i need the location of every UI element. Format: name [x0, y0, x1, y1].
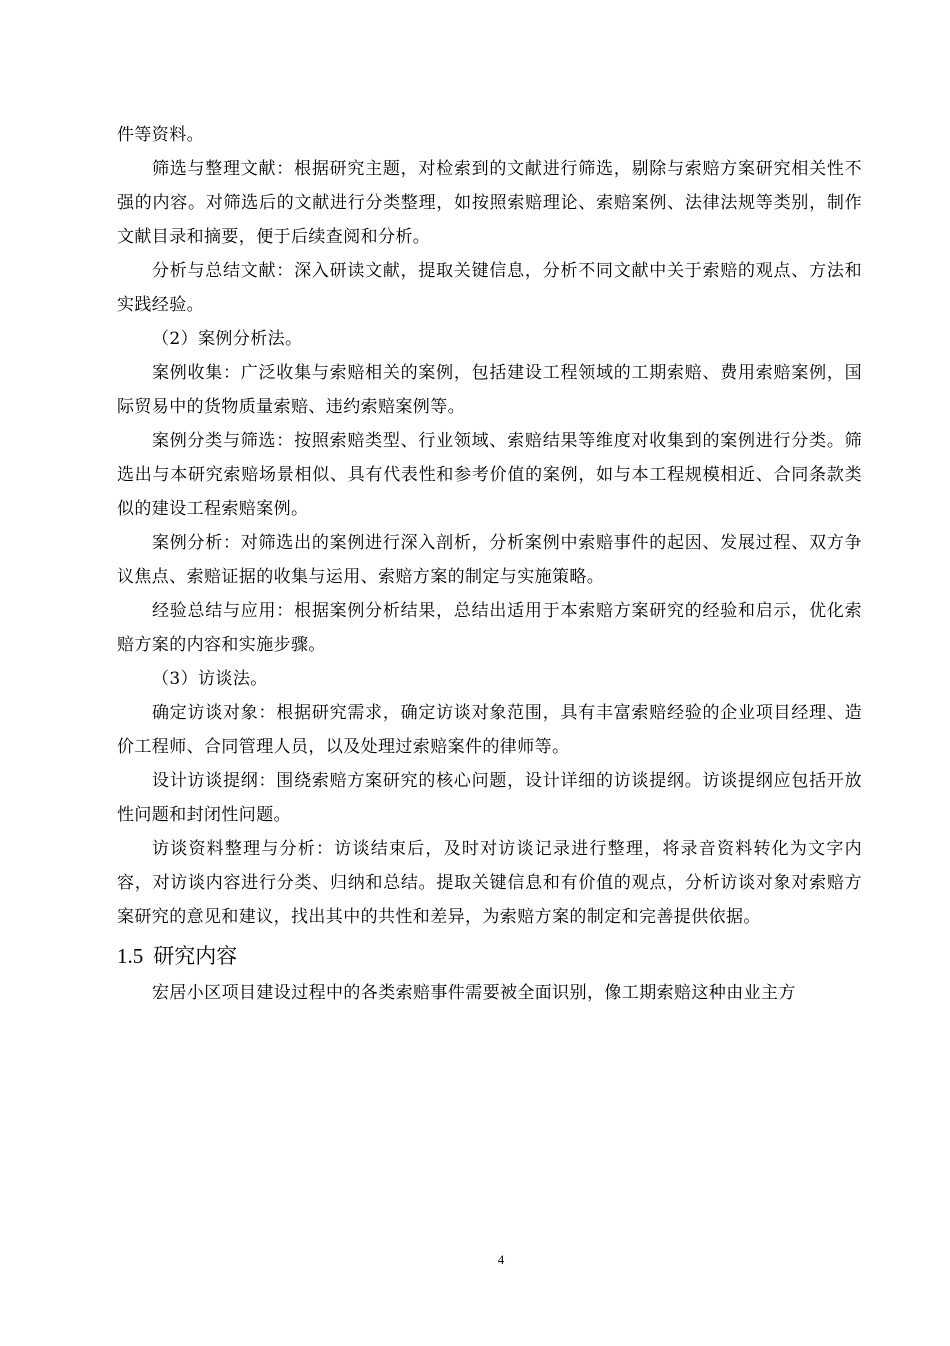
paragraph-literature-screening: 筛选与整理文献：根据研究主题，对检索到的文献进行筛选，剔除与索赔方案研究相关性不强的内容。对筛选后的文献进行分类整理，如按照索赔理论、索赔案例、法律法规等类别，制作文献目录和摘要，便于后续查阅和分析。 — [117, 159, 862, 247]
page-number: 4 — [497, 1252, 505, 1267]
page-content — [117, 118, 862, 1010]
paragraph-case-analysis: 案例分析：对筛选出的案例进行深入剖析，分析案例中索赔事件的起因、发展过程、双方争议焦点、索赔证据的收集与运用、索赔方案的制定与实施策略。 — [117, 533, 862, 587]
section-title: 研究内容 — [153, 944, 238, 968]
paragraph-interview-analysis: 访谈资料整理与分析：访谈结束后，及时对访谈记录进行整理，将录音资料转化为文字内容，对访谈内容进行分类、归纳和总结。提取关键信息和有价值的观点，分析访谈对象对索赔方案研究的意见和建议，找出其中的共性和差异，为索赔方案的制定和完善提供依据。 — [117, 839, 862, 927]
section-heading — [117, 938, 862, 974]
paragraph-interview-targets: 确定访谈对象：根据研究需求，确定访谈对象范围，具有丰富索赔经验的企业项目经理、造价工程师、合同管理人员，以及处理过索赔案件的律师等。 — [117, 703, 862, 757]
section-number: 1.5 — [117, 944, 144, 968]
paragraph-research-content: 宏居小区项目建设过程中的各类索赔事件需要被全面识别，像工期索赔这种由业主方 — [152, 983, 796, 1003]
paragraph-literature-analysis: 分析与总结文献：深入研读文献，提取关键信息，分析不同文献中关于索赔的观点、方法和实践经验。 — [117, 261, 862, 315]
paragraph-case-collection: 案例收集：广泛收集与索赔相关的案例，包括建设工程领域的工期索赔、费用索赔案例，国际贸易中的货物质量索赔、违约索赔案例等。 — [117, 363, 862, 417]
paragraph-interview-outline: 设计访谈提纲：围绕索赔方案研究的核心问题，设计详细的访谈提纲。访谈提纲应包括开放性问题和封闭性问题。 — [117, 771, 862, 825]
subtitle-case-analysis: （2）案例分析法。 — [152, 329, 303, 349]
paragraph-case-classification: 案例分类与筛选：按照索赔类型、行业领域、索赔结果等维度对收集到的案例进行分类。筛选出与本研究索赔场景相似、具有代表性和参考价值的案例，如与本工程规模相近、合同条款类似的建设工程索赔案例。 — [117, 431, 862, 519]
paragraph-experience-summary: 经验总结与应用：根据案例分析结果，总结出适用于本索赔方案研究的经验和启示，优化索赔方案的内容和实施步骤。 — [117, 601, 862, 655]
subtitle-interview-method: （3）访谈法。 — [152, 669, 268, 689]
paragraph-continuation: 件等资料。 — [117, 125, 204, 145]
